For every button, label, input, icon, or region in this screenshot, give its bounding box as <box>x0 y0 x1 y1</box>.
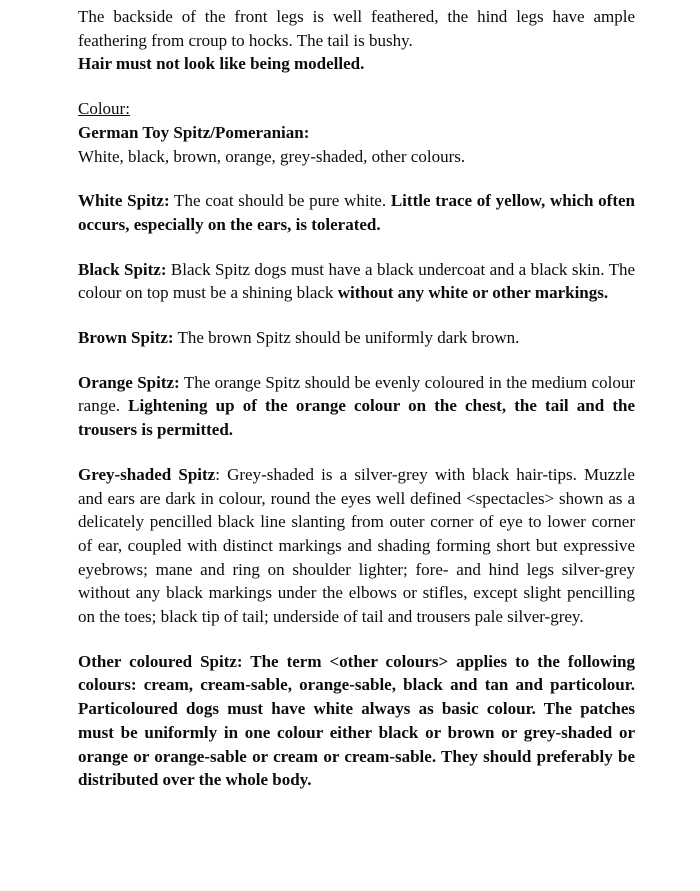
other-coloured-spitz-text: Other coloured Spitz: The term <other colours> applies to the following colours: cream, cream-sable, orange-sable, black and tan and particolour. Particoloured dogs must have white always as basic colour. The patches must be uniformly in one colour either black or brown or grey-shaded or orange or orange-sable or cream or cream-sable. They should preferably be distributed over the whole body. <box>78 651 635 790</box>
brown-spitz-paragraph <box>78 326 635 350</box>
brown-spitz-body: The brown Spitz should be uniformly dark brown. <box>173 328 520 348</box>
colour-list <box>78 145 635 169</box>
document-body <box>78 5 635 792</box>
orange-spitz-label: Orange Spitz: <box>78 372 180 392</box>
black-spitz-label: Black Spitz: <box>78 259 167 279</box>
orange-spitz-bold-tail: Lightening up of the orange colour on the chest, the tail and the trousers is permitted. <box>78 396 635 440</box>
brown-spitz-label: Brown Spitz: <box>78 328 174 348</box>
breed-heading <box>78 121 635 145</box>
breed-heading-text: German Toy Spitz/Pomeranian: <box>78 122 310 142</box>
white-spitz-bold-tail: Little trace of yellow, which often occurs, especially on the ears, is tolerated. <box>78 191 636 234</box>
black-spitz-paragraph <box>78 258 635 305</box>
orange-spitz-paragraph <box>78 371 635 442</box>
grey-shaded-spitz-paragraph <box>78 463 635 629</box>
colour-list-text: White, black, brown, orange, grey-shaded, other colours. <box>78 146 466 166</box>
orange-spitz-body: The orange Spitz should be evenly coloured in the medium colour range. <box>78 372 635 416</box>
intro-text: The backside of the front legs is well feathered, the hind legs have ample feathering from croup to hocks. The tail is bushy. <box>78 7 635 50</box>
other-coloured-spitz-paragraph <box>78 650 635 792</box>
intro-paragraph <box>78 5 635 52</box>
intro-bold-note <box>78 52 635 76</box>
grey-shaded-spitz-label: Grey-shaded Spitz <box>78 464 216 484</box>
white-spitz-body: The coat should be pure white. <box>169 191 391 211</box>
colour-heading-text: Colour: <box>78 99 130 119</box>
intro-bold-note-text: Hair must not look like being modelled. <box>78 54 365 74</box>
black-spitz-body: Black Spitz dogs must have a black undercoat and a black skin. The colour on top must be a shining black <box>78 259 635 303</box>
white-spitz-paragraph <box>78 189 635 236</box>
black-spitz-bold-tail: without any white or other markings. <box>337 283 609 303</box>
white-spitz-label: White Spitz: <box>78 191 170 211</box>
colour-heading <box>78 97 635 121</box>
grey-shaded-spitz-body: : Grey-shaded is a silver-grey with black hair-tips. Muzzle and ears are dark in colour, round the eyes well defined <spectacles> shown as a delicately pencilled black line slanting from outer corner of eye to lower corner of ear, coupled with distinct markings and shading forming short but expressive eyebrows; mane and ring on shoulder lighter; fore- and hind legs silver-grey without any black markings under the elbows or stifles, except slight pencilling on the toes; black tip of tail; underside of tail and trousers pale silver-grey. <box>78 464 635 627</box>
